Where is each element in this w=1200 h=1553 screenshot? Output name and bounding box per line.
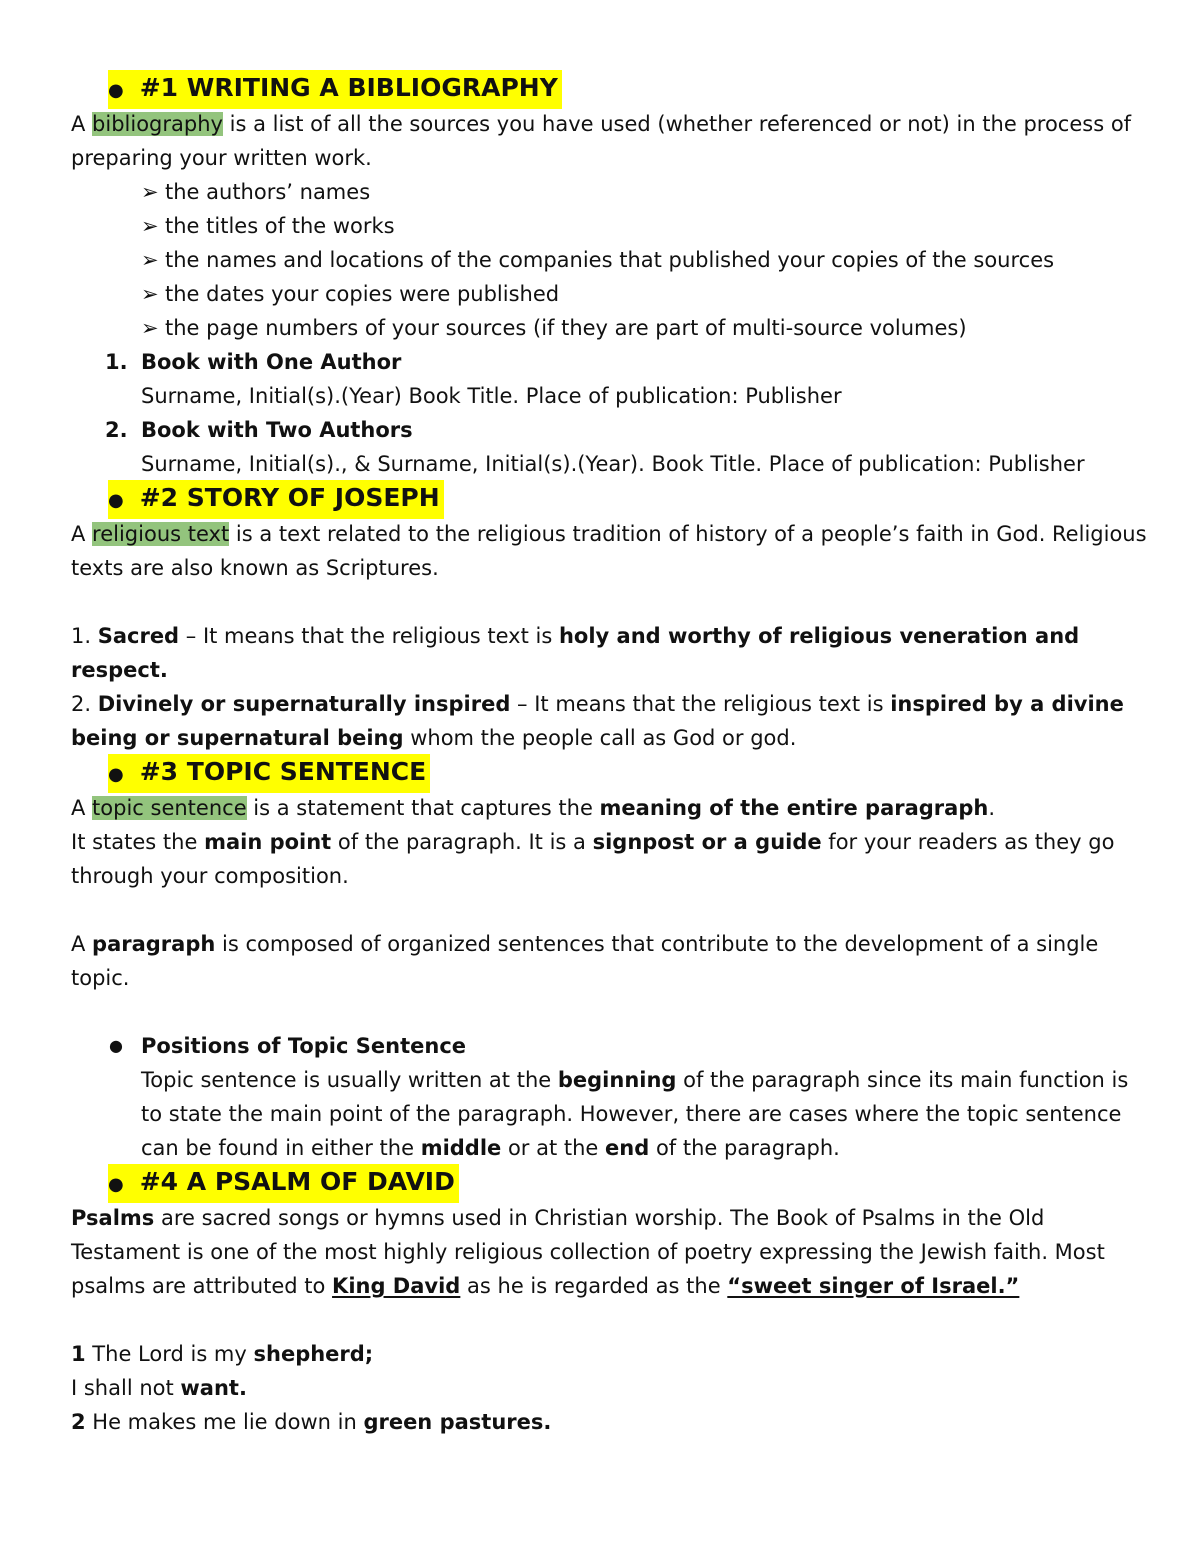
psalms-description: Psalms are sacred songs or hymns used in Christian worship. The Book of Psalms in the Old Testament is one of the most highly religious collection of poetry expressing the Jewish faith. Most psalms are attributed to King David as he is regarded as the “sweet singer of Israel.”	[71, 1206, 1105, 1298]
section-3-heading	[108, 755, 1151, 791]
psalm-verse-2: 2 He makes me lie down in green pastures.	[71, 1410, 552, 1434]
term-bibliography: bibliography	[92, 112, 223, 136]
arrow-bullet-icon: ➢	[141, 316, 159, 340]
arrow-bullet-icon: ➢	[141, 282, 159, 306]
section-3-intro: A topic sentence is a statement that captures the meaning of the entire paragraph.	[71, 796, 996, 820]
section-4-title: #4 A PSALM OF DAVID	[139, 1166, 455, 1196]
arrow-bullet-icon: ➢	[141, 180, 159, 204]
bullet-icon: ●	[108, 1173, 124, 1195]
arrow-bullet-icon: ➢	[141, 214, 159, 238]
arrow-bullet-icon: ➢	[141, 248, 159, 272]
section-1-title: #1 WRITING A BIBLIOGRAPHY	[139, 72, 558, 102]
bullet-icon: ●	[109, 1036, 123, 1055]
psalm-verse-1b: I shall not want.	[71, 1376, 247, 1400]
bibliography-elements-list	[71, 175, 1151, 345]
psalm-verse-1: 1 The Lord is my shepherd;	[71, 1342, 374, 1366]
list-item: ➢ the dates your copies were published	[71, 277, 1151, 311]
format-two-authors: 2. Book with Two Authors Surname, Initial(s)., & Surname, Initial(s).(Year). Book Title. Place of publication: Publisher	[105, 418, 1085, 476]
section-3-title: #3 TOPIC SENTENCE	[139, 756, 427, 786]
term-topic-sentence: topic sentence	[92, 796, 247, 820]
list-item: ➢ the authors’ names	[71, 175, 1151, 209]
section-2-intro: A religious text is a text related to the religious tradition of history of a people’s faith in God. Religious texts are also known as Scriptures.	[71, 522, 1147, 580]
section-1-heading	[108, 71, 1151, 107]
list-item: ➢ the names and locations of the companies that published your copies of the sources	[71, 243, 1151, 277]
term-religious-text: religious text	[92, 522, 230, 546]
section-2-title: #2 STORY OF JOSEPH	[139, 482, 440, 512]
list-item: ➢ the titles of the works	[71, 209, 1151, 243]
list-item: ➢ the page numbers of your sources (if they are part of multi-source volumes)	[71, 311, 1151, 345]
positions-of-topic-sentence: ● Positions of Topic Sentence Topic sentence is usually written at the beginning of the paragraph since its main function is to state the main point of the paragraph. However, there are cases where the topic sentence can be found in either the middle or at the end of the paragraph.	[71, 1029, 1151, 1165]
main-point-text: It states the main point of the paragraph. It is a signpost or a guide for your readers as they go through your composition.	[71, 830, 1115, 888]
paragraph-definition: A paragraph is composed of organized sentences that contribute to the development of a single topic.	[71, 932, 1099, 990]
section-2-heading	[108, 481, 1151, 517]
inspired-definition: 2. Divinely or supernaturally inspired – It means that the religious text is inspired by a divine being or supernatural being whom the people call as God or god.	[71, 692, 1124, 750]
document-page	[71, 71, 1151, 1439]
section-1-intro: A bibliography is a list of all the sources you have used (whether referenced or not) in the process of preparing your written work.	[71, 112, 1132, 170]
bullet-icon: ●	[108, 489, 124, 511]
sacred-definition: 1. Sacred – It means that the religious text is holy and worthy of religious veneration and respect.	[71, 624, 1080, 682]
section-4-heading	[108, 1165, 1151, 1201]
format-one-author: 1. Book with One Author Surname, Initial(s).(Year) Book Title. Place of publication: Publisher	[105, 350, 842, 408]
bullet-icon: ●	[108, 79, 124, 101]
bullet-icon: ●	[108, 763, 124, 785]
